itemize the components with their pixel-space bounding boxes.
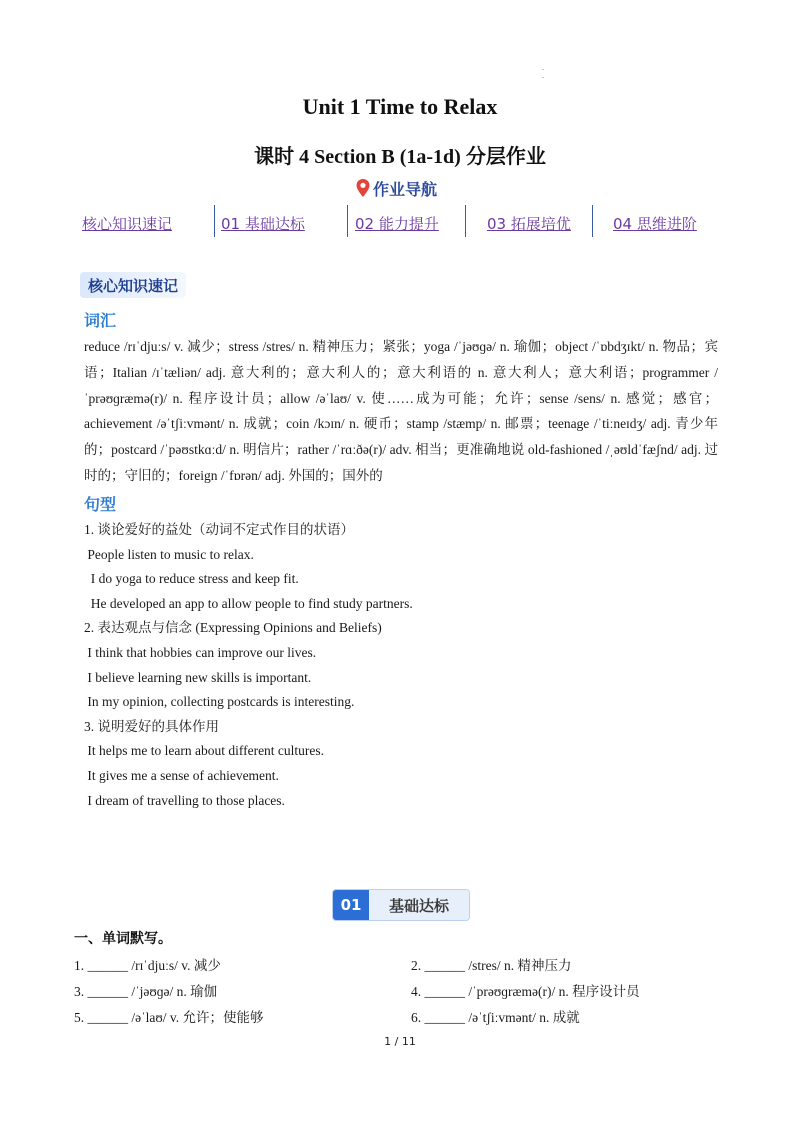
section-01-badge	[332, 889, 470, 921]
homework-nav	[70, 205, 730, 239]
exercise-item: 3. ______ /ˈjəʊɡə/ n. 瑜伽	[74, 984, 218, 999]
nav-divider	[592, 205, 593, 237]
nav-divider	[465, 205, 466, 237]
sentence-line: He developed an app to allow people to find study partners.	[84, 595, 413, 611]
core-knowledge-tag: 核心知识速记	[80, 272, 186, 298]
sentence-line: I believe learning new skills is important.	[84, 669, 312, 685]
section-label: 基础达标	[369, 890, 469, 920]
nav-link-04-thinking[interactable]: 04 思维进阶	[613, 215, 697, 233]
nav-link-01-basic[interactable]: 01 基础达标	[221, 215, 305, 233]
sentence-line: It gives me a sense of achievement.	[84, 767, 279, 783]
sentence-line: I dream of travelling to those places.	[84, 792, 285, 808]
sentence-line: 2. 表达观点与信念 (Expressing Opinions and Beliefs)	[84, 620, 382, 636]
nav-link-02-ability[interactable]: 02 能力提升	[355, 215, 439, 233]
exercise-item: 2. ______ /stres/ n. 精神压力	[411, 958, 572, 973]
exercise-heading: 一、单词默写。	[74, 931, 172, 947]
exercise-item: 5. ______ /əˈlaʊ/ v. 允许；使能够	[74, 1010, 264, 1025]
homework-nav-label	[356, 176, 437, 200]
sentence-line: People listen to music to relax.	[84, 546, 254, 562]
page-number: 1 / 11	[384, 1035, 416, 1048]
nav-link-core-knowledge[interactable]: 核心知识速记	[82, 215, 173, 233]
sentence-line: In my opinion, collecting postcards is interesting.	[84, 694, 355, 710]
vocab-heading: 词汇	[84, 311, 117, 330]
nav-divider	[214, 205, 215, 237]
sentence-line: I do yoga to reduce stress and keep fit.	[84, 571, 299, 587]
exercise-item: 4. ______ /ˈprəʊɡræmə(r)/ n. 程序设计员	[411, 984, 640, 999]
page-subtitle: 课时 4 Section B (1a-1d) 分层作业	[254, 146, 546, 168]
corner-mark: . .	[542, 63, 544, 80]
section-number: 01	[333, 890, 369, 920]
sentence-pattern-list	[84, 518, 724, 813]
sentence-line: I think that hobbies can improve our lives.	[84, 644, 317, 660]
location-pin-icon	[356, 179, 370, 197]
sentence-line: 1. 谈论爱好的益处（动词不定式作目的状语）	[84, 522, 354, 537]
sentence-pattern-heading: 句型	[84, 495, 117, 514]
sentence-line: 3. 说明爱好的具体作用	[84, 718, 219, 734]
nav-divider	[347, 205, 348, 237]
sentence-line: It helps me to learn about different cultures.	[84, 743, 325, 759]
exercise-item: 1. ______ /rɪˈdjuːs/ v. 减少	[74, 958, 221, 973]
nav-label-text: 作业导航	[373, 179, 438, 199]
page-title: Unit 1 Time to Relax	[302, 94, 498, 119]
nav-link-03-extension[interactable]: 03 拓展培优	[487, 215, 571, 233]
vocab-paragraph: reduce /rɪˈdjuːs/ v. 减少；stress /stres/ n. 精神压力；紧张；yoga /ˈjəʊɡə/ n. 瑜伽；object /ˈɒbdʒɪkt/ n. 物品；宾语；Italian /ɪˈtæliən/ adj. 意大利的；意大利人的；意大利语的 n. 意大利人；意大利语；programmer /ˈprəʊɡræmə(r)/ n. 程序设计员；allow /əˈlaʊ/ v. 使……成为可能；允许；sense /sens/ n. 感觉；感官；achievement /əˈtʃiːvmənt/ n. 成就；coin /kɔɪn/ n. 硬币；stamp /stæmp/ n. 邮票；teenage /ˈtiːneɪdʒ/ adj. 青少年的；postcard /ˈpəʊstkɑːd/ n. 明信片；rather /ˈrɑːðə(r)/ adv. 相当；更准确地说 old-fashioned /ˌəʊldˈfæʃnd/ adj. 过时的；守旧的；foreign /ˈfɒrən/ adj. 外国的；国外的	[84, 339, 718, 483]
exercise-item: 6. ______ /əˈtʃiːvmənt/ n. 成就	[411, 1010, 580, 1025]
